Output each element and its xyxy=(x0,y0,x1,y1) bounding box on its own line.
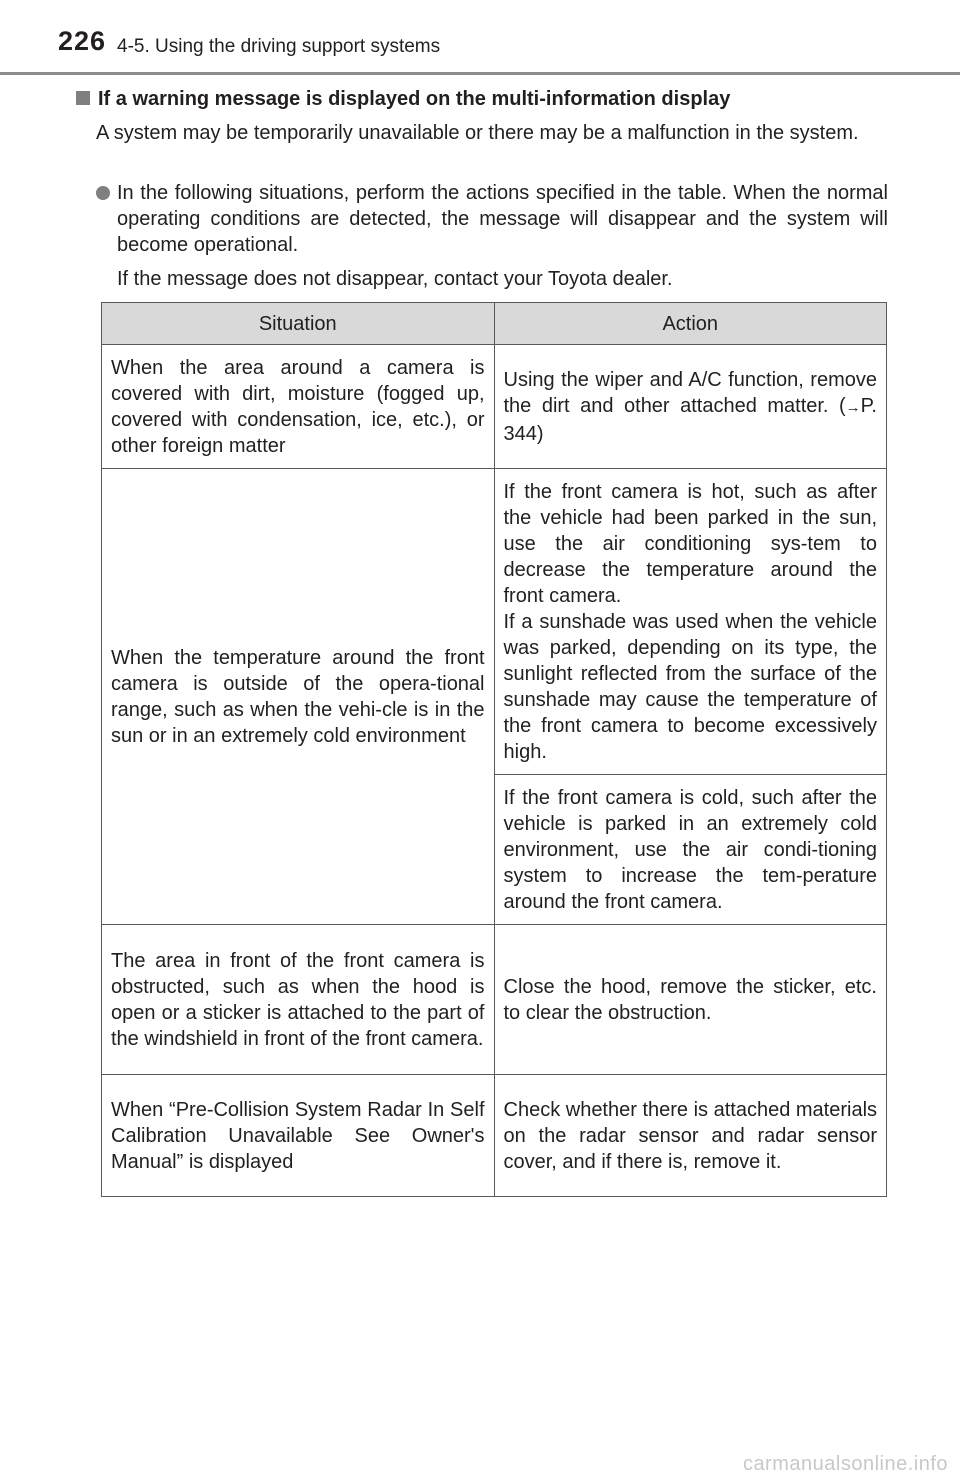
table-row xyxy=(102,345,887,469)
table-row xyxy=(102,925,887,1075)
page-number: 226 xyxy=(58,26,107,56)
action-cell: Close the hood, remove the sticker, etc. to clear the obstruction. xyxy=(494,925,887,1075)
table-row xyxy=(102,1075,887,1197)
situation-cell: When “Pre-Collision System Radar In Self Calibration Unavailable See Owner's Manual” is displayed xyxy=(102,1075,495,1197)
square-bullet-icon xyxy=(76,91,90,105)
bullet-text: In the following situations, perform the actions specified in the table. When the normal operating conditions are detected, the message will disappear and the system will become operational. xyxy=(117,182,888,256)
action-cell xyxy=(494,345,887,469)
intro-paragraph: A system may be temporarily unavailable or there may be a malfunction in the system. xyxy=(96,122,859,144)
action-text: If the front camera is hot, such as after the vehicle had been parked in the sun, use the air conditioning sys-tem to decrease the temperature around the front camera. xyxy=(503,480,877,607)
action-cell: If the front camera is cold, such after the vehicle is parked in an extremely cold environment, use the air condi-tioning system to increase the tem-perature around the front camera. xyxy=(494,775,887,925)
circle-bullet-icon xyxy=(96,186,110,200)
situation-cell: When the temperature around the front camera is outside of the opera-tional range, such as when the vehi-cle is in the sun or in an extremely cold environment xyxy=(102,469,495,925)
table-row xyxy=(102,469,887,775)
watermark: carmanualsonline.info xyxy=(742,1453,948,1475)
table-header-situation: Situation xyxy=(102,303,495,345)
bullet-item xyxy=(96,180,888,258)
action-text: If a sunshade was used when the vehicle was parked, depending on its type, the sunlight reflected from the surface of the sunshade may cause the temperature of the front camera to become excessively high. xyxy=(503,610,877,763)
chapter-title: 4-5. Using the driving support systems xyxy=(117,36,441,57)
situation-cell: When the area around a camera is covered with dirt, moisture (fogged up, covered with condensation, ice, etc.), or other foreign matter xyxy=(102,345,495,469)
action-cell xyxy=(494,469,887,775)
section-heading-text: If a warning message is displayed on the multi-information display xyxy=(98,88,731,110)
action-text: Using the wiper and A/C function, remove the dirt and other attached matter. ( xyxy=(503,368,877,417)
situation-cell: The area in front of the front camera is obstructed, such as when the hood is open or a sticker is attached to the part of the windshield in front of the front camera. xyxy=(102,925,495,1075)
table-header-action: Action xyxy=(494,303,887,345)
action-cell: Check whether there is attached materials on the radar sensor and radar sensor cover, and if there is, remove it. xyxy=(494,1075,887,1197)
situation-action-table xyxy=(101,302,887,1197)
table-header-row xyxy=(102,303,887,345)
page-reference-link[interactable]: P. 344) xyxy=(503,394,877,445)
bullet-followup-text: If the message does not disappear, contact your Toyota dealer. xyxy=(117,268,673,290)
arrow-right-icon: → xyxy=(845,398,861,416)
section-heading xyxy=(76,88,876,111)
header-divider xyxy=(0,72,960,75)
